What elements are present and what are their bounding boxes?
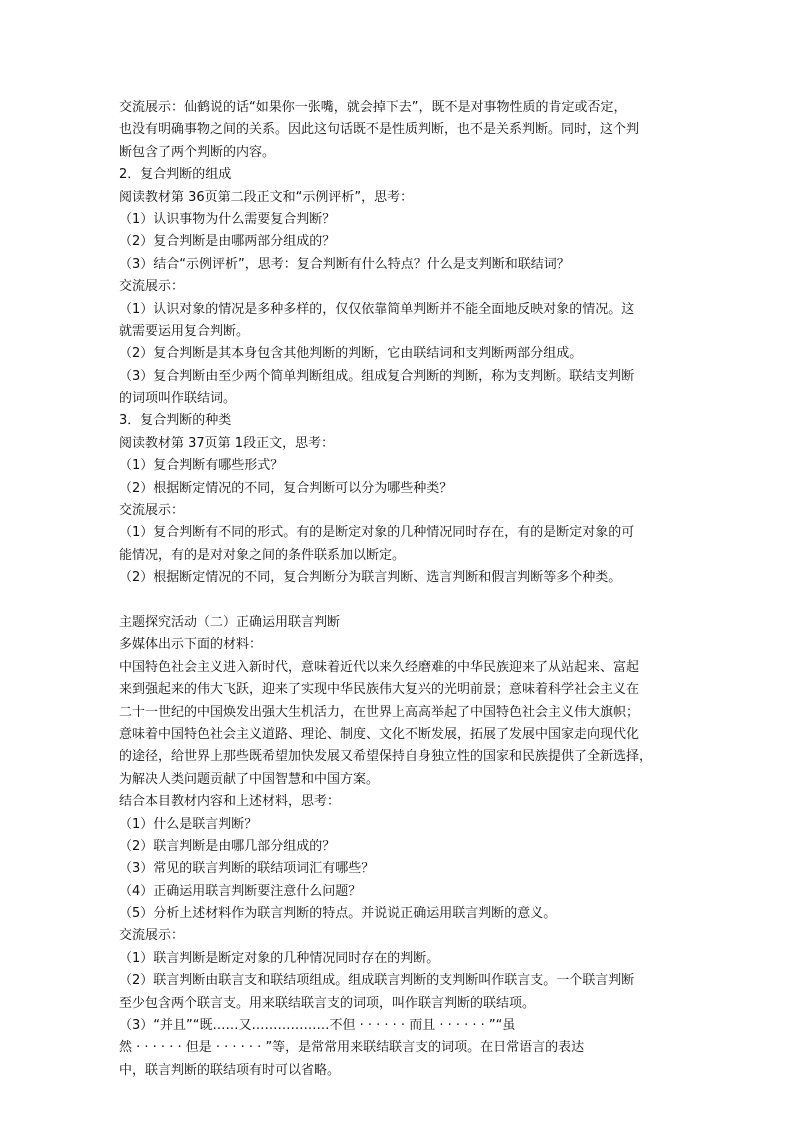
text-line: 的词项叫作联结词。 (119, 391, 237, 407)
question-item: （5）分析上述材料作为联言判断的特点。并说说正确运用联言判断的意义。 (119, 906, 557, 922)
text-line: 交流展示：仙鹤说的话“如果你一张嘴，就会掉下去”，既不是对事物性质的肯定或否定， (119, 100, 627, 115)
material-line: 意味着中国特色社会主义道路、理论、制度、文化不断发展，拓展了发展中国家走向现代化 (119, 726, 640, 742)
answer-item: （1）认识对象的情况是多种多样的，仅仅依靠简单判断并不能全面地反映对象的情况。这 (119, 301, 635, 317)
answer-item: （1）联言判断是断定对象的几种情况同时存在的判断。 (119, 950, 440, 966)
answer-item: （2）复合判断是其本身包含其他判断的判断，它由联结词和支判断两部分组成。 (119, 346, 583, 362)
text-line: 也没有明确事物之间的关系。因此这句话既不是性质判断，也不是关系判断。同时，这个判 (119, 122, 640, 138)
text-line: 能情况，有的是对对象之间的条件联系加以断定。 (119, 547, 406, 563)
question-item: （1）认识事物为什么需要复合判断？ (119, 211, 336, 227)
material-line: 来到强起来的伟大飞跃，迎来了实现中华民族伟大复兴的光明前景；意味着科学社会主义在 (119, 682, 640, 698)
document-page (119, 97, 679, 1082)
text-line: 交流展示： (119, 279, 185, 295)
material-line: 二十一世纪的中国焕发出强大生机活力，在世界上高高举起了中国特色社会主义伟大旗帜； (119, 704, 640, 720)
answer-item: （3）“并且”“既……又………………不但 · · · · · · 而且 · · · · · · ”“虽 (119, 1018, 516, 1034)
question-item: （3）常见的联言判断的联结项词汇有哪些？ (119, 861, 375, 877)
text-line: 断包含了两个判断的内容。 (119, 144, 276, 160)
material-line: 的途径，给世界上那些既希望加快发展又希望保持自身独立性的国家和民族提供了全新选择， (119, 749, 653, 765)
activity-heading: 主题探究活动（二）正确运用联言判断 (119, 614, 341, 630)
question-item: （2）联言判断是由哪几部分组成的？ (119, 838, 336, 854)
question-item: （3）结合“示例评析”，思考：复合判断有什么特点？什么是支判断和联结词？ (119, 256, 570, 272)
section-heading: 2．复合判断的组成 (119, 167, 232, 183)
text-line: 交流展示： (119, 928, 185, 944)
answer-item: （2）联言判断由联言支和联结项组成。组成联言判断的支判断叫作联言支。一个联言判断 (119, 973, 635, 989)
text-line: 交流展示： (119, 503, 185, 519)
answer-item: （2）根据断定情况的不同，复合判断分为联言判断、选言判断和假言判断等多个种类。 (119, 570, 622, 586)
text-line: 就需要运用复合判断。 (119, 323, 250, 339)
text-line: 至少包含两个联言支。用来联结联言支的词项，叫作联言判断的联结项。 (119, 995, 536, 1011)
material-line: 中国特色社会主义进入新时代，意味着近代以来久经磨难的中华民族迎来了从站起来、富起 (119, 659, 640, 675)
answer-item: （3）复合判断由至少两个简单判断组成。组成复合判断的判断，称为支判断。联结支判断 (119, 368, 635, 384)
question-item: （1）什么是联言判断？ (119, 816, 258, 832)
section-heading: 3．复合判断的种类 (119, 413, 232, 429)
question-item: （4）正确运用联言判断要注意什么问题？ (119, 883, 362, 899)
material-line: 为解决人类问题贡献了中国智慧和中国方案。 (119, 771, 380, 787)
text-line: 阅读教材第 36页第二段正文和“示例评析”，思考： (119, 189, 414, 205)
text-line: 阅读教材第 37页第 1段正文，思考： (119, 435, 335, 451)
text-line: 中，联言判断的联结项有时可以省略。 (119, 1062, 341, 1078)
answer-item: （1）复合判断有不同的形式。有的是断定对象的几种情况同时存在，有的是断定对象的可 (119, 525, 635, 541)
text-line: 然 · · · · · · 但是 · · · · · · ”等，是常常用来联结联言支的词项。在日常语言的表达 (119, 1040, 585, 1056)
question-item: （2）根据断定情况的不同，复合判断可以分为哪些种类？ (119, 480, 453, 496)
text-line: 结合本目教材内容和上述材料，思考： (119, 794, 341, 810)
question-item: （2）复合判断是由哪两部分组成的？ (119, 234, 336, 250)
question-item: （1）复合判断有哪些形式？ (119, 458, 284, 474)
blank-line (119, 590, 679, 612)
text-line: 多媒体出示下面的材料： (119, 637, 263, 653)
